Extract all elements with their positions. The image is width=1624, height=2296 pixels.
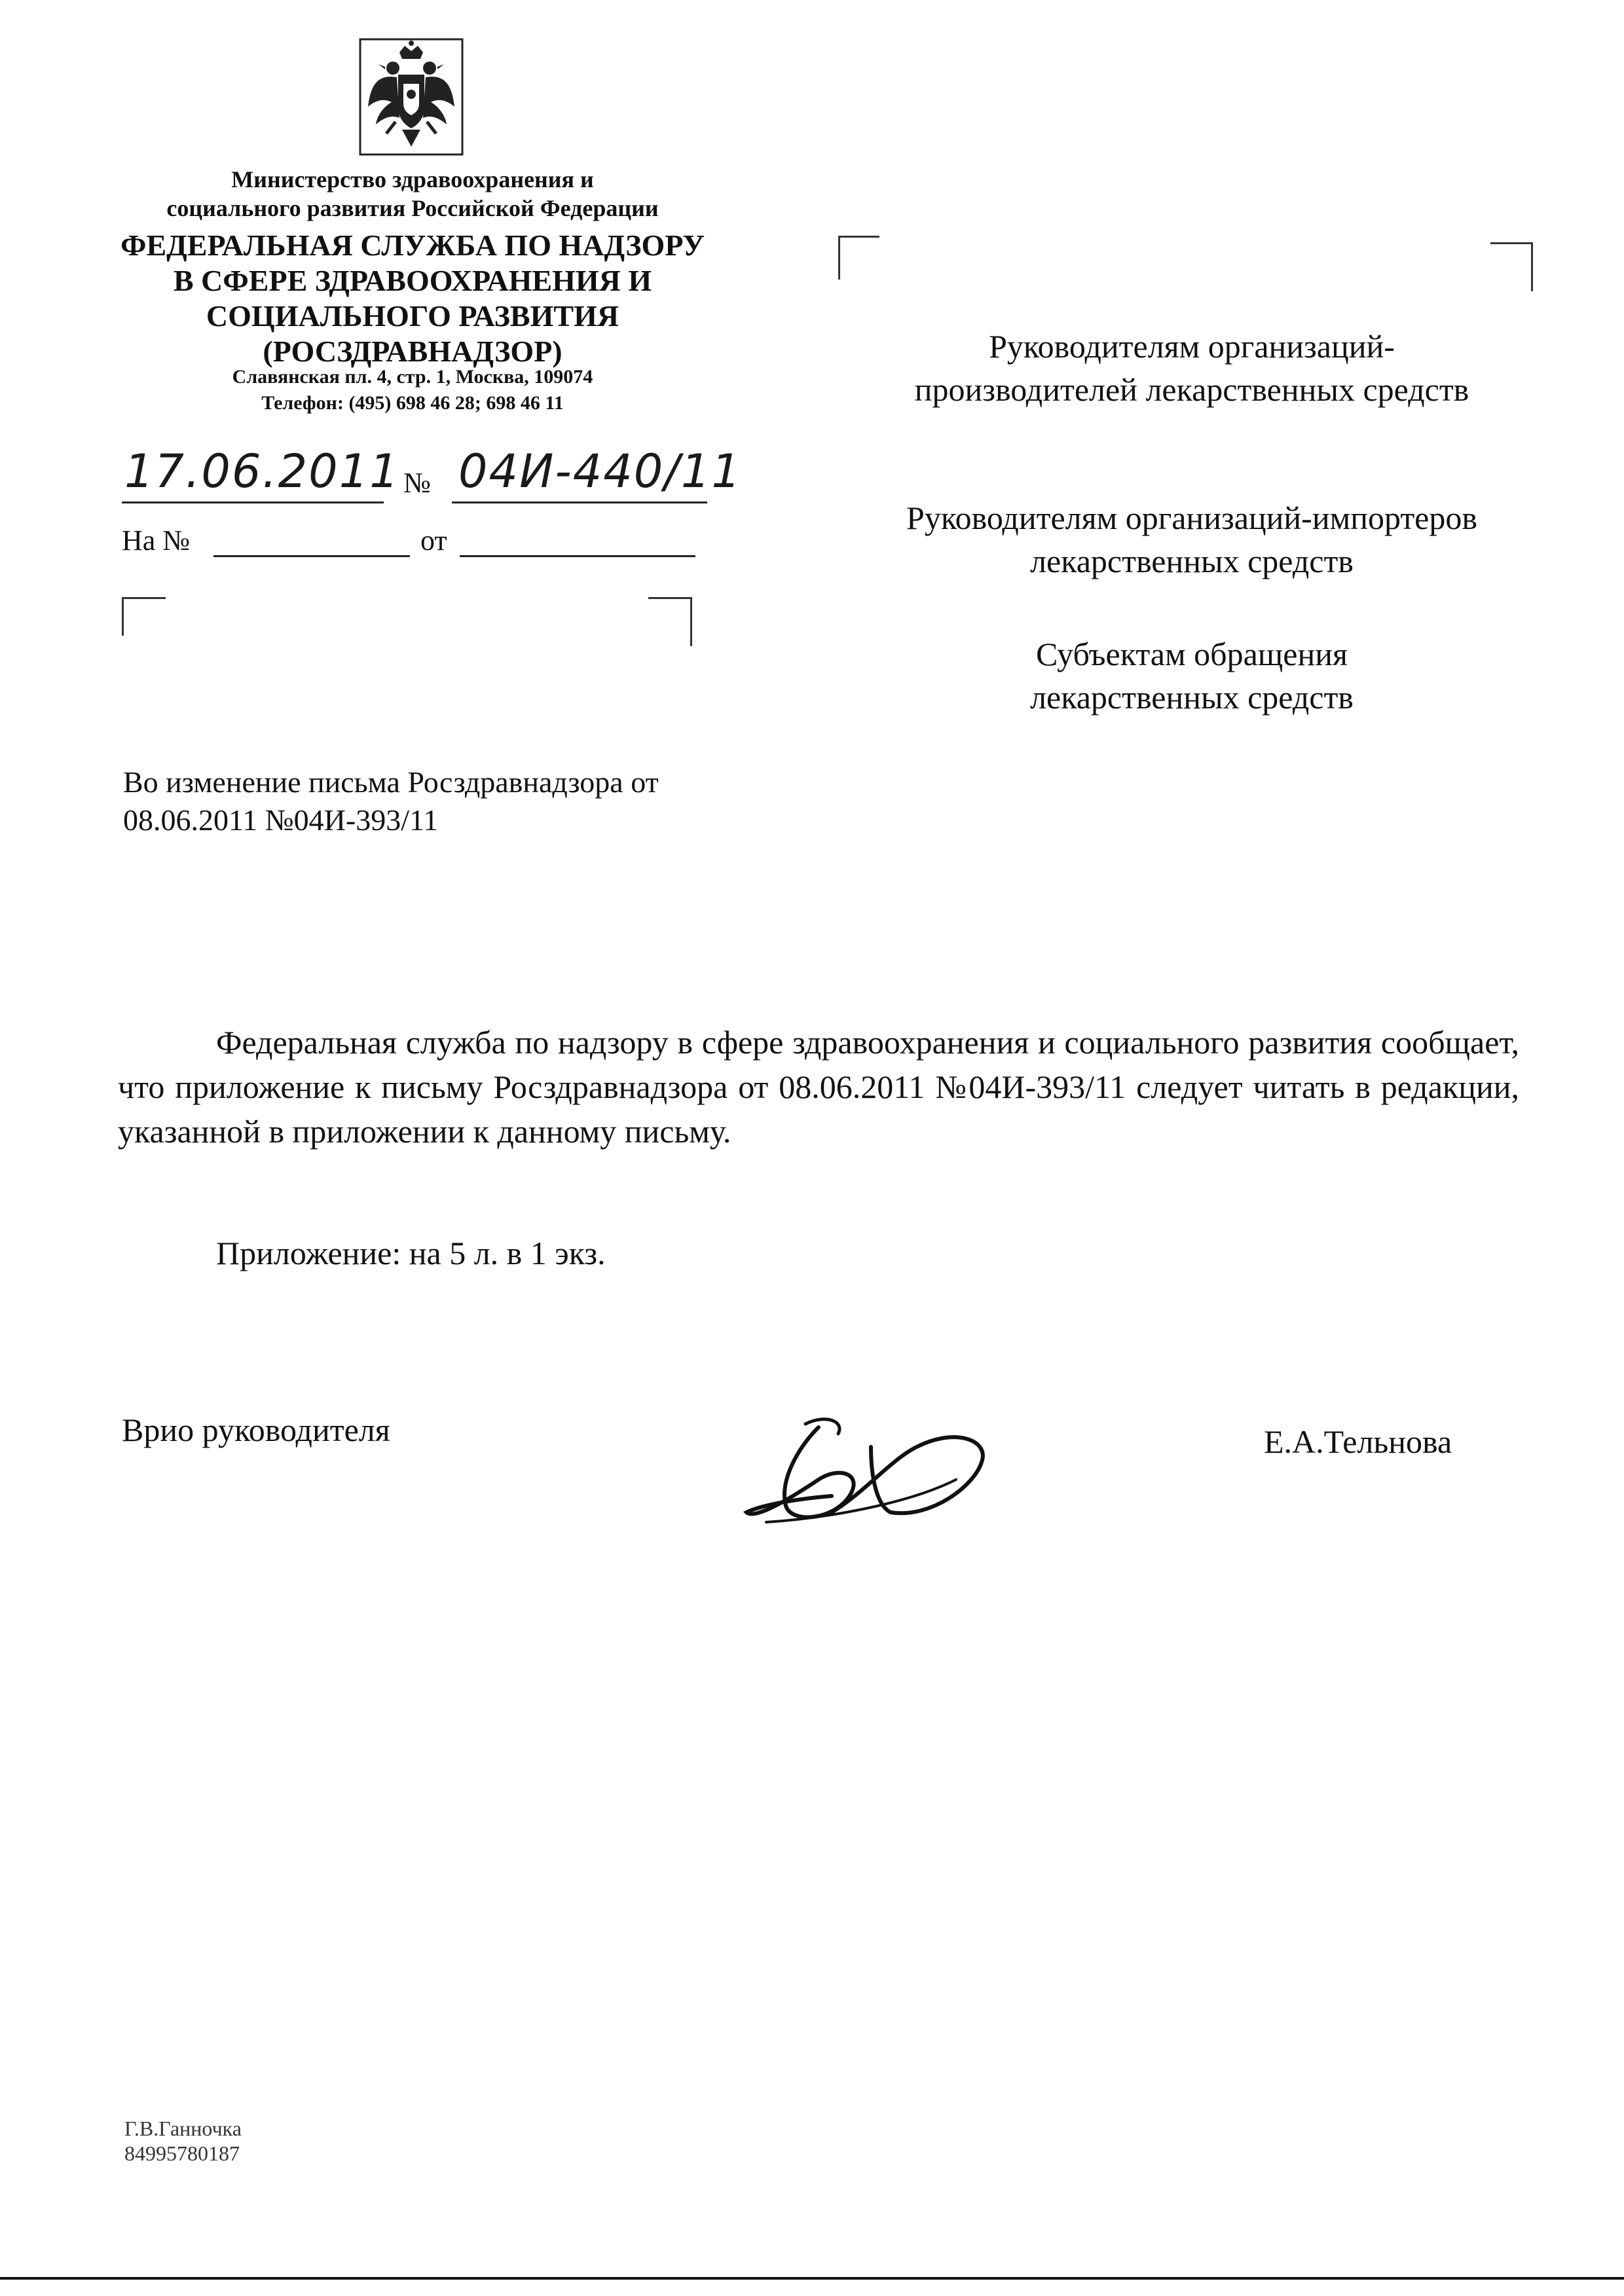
- ref-from-label: от: [420, 524, 447, 556]
- registration-date: 17.06.2011: [124, 445, 400, 498]
- ministry-line-2: социального развития Российской Федерации: [166, 195, 659, 221]
- attachment-note: Приложение: на 5 л. в 1 экз.: [216, 1235, 606, 1271]
- ref-number-label: На №: [122, 524, 191, 556]
- number-underline: [452, 501, 707, 503]
- addressee-2: Руководителям организаций-импортеров лекарственных средств: [906, 500, 1477, 579]
- addressee-3: Субъектам обращения лекарственных средств: [1030, 636, 1354, 716]
- executor-name: Г.В.Ганночка: [124, 2117, 242, 2140]
- handwritten-signature-icon: [740, 1408, 995, 1539]
- org-address: Славянская пл. 4, стр. 1, Москва, 109074: [232, 366, 593, 388]
- addressee-1: Руководителям организаций-производителей лекарственных средств: [914, 328, 1469, 408]
- body-paragraph: Федеральная служба по надзору в сфере здравоохранения и социального развития сообщает, что приложение к письму Росздравнадзора от 08.06.2011 №04И-393/11 следует читать в редакции, указанной в приложении к данному письму.: [118, 1024, 1519, 1150]
- service-line-4: (РОСЗДРАВНАДЗОР): [263, 335, 563, 368]
- addressee-bracket-left: [838, 236, 879, 280]
- subject-line: Во изменение письма Росздравнадзора от 08.06.2011 №04И-393/11: [123, 765, 659, 837]
- page-bottom-border: [0, 2277, 1624, 2280]
- ref-from-field: [460, 555, 695, 557]
- date-underline: [122, 501, 384, 503]
- ministry-line-1: Министерство здравоохранения и: [231, 166, 594, 192]
- service-line-3: СОЦИАЛЬНОГО РАЗВИТИЯ: [206, 299, 619, 333]
- service-line-1: ФЕДЕРАЛЬНАЯ СЛУЖБА ПО НАДЗОРУ: [120, 228, 705, 262]
- subject-bracket-right: [648, 597, 692, 646]
- subject-bracket-left: [122, 597, 166, 636]
- addressee-bracket-right: [1490, 242, 1533, 291]
- number-sign: №: [403, 467, 431, 499]
- org-phone: Телефон: (495) 698 46 28; 698 46 11: [261, 392, 564, 414]
- coat-of-arms-icon: [359, 38, 464, 156]
- signer-name: Е.А.Тельнова: [1264, 1423, 1452, 1460]
- ref-number-field: [213, 555, 410, 557]
- registration-number: 04И-440/11: [458, 445, 742, 498]
- service-line-2: В СФЕРЕ ЗДРАВООХРАНЕНИЯ И: [173, 264, 652, 297]
- signer-position: Врио руководителя: [122, 1412, 390, 1448]
- executor-phone: 84995780187: [124, 2141, 240, 2165]
